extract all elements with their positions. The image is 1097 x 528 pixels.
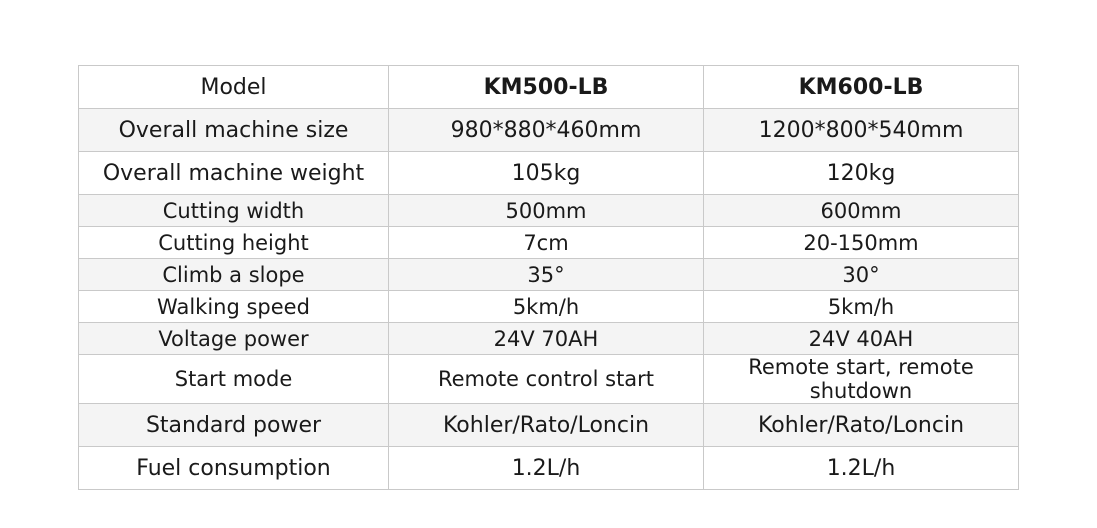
row-value-km500: Remote control start xyxy=(389,355,704,404)
table-row xyxy=(79,291,1019,323)
row-value-km600: KM600-LB xyxy=(704,66,1019,109)
row-value-km500: 35° xyxy=(389,259,704,291)
row-value-km600: 20-150mm xyxy=(704,227,1019,259)
row-value-km600: Remote start, remote shutdown xyxy=(704,355,1019,404)
row-label: Walking speed xyxy=(79,291,389,323)
row-label: Model xyxy=(79,66,389,109)
table-row xyxy=(79,259,1019,291)
row-label: Climb a slope xyxy=(79,259,389,291)
row-value-km500: 1.2L/h xyxy=(389,447,704,490)
row-label: Voltage power xyxy=(79,323,389,355)
row-value-km600: 1200*800*540mm xyxy=(704,109,1019,152)
row-value-km500: 980*880*460mm xyxy=(389,109,704,152)
row-label: Cutting width xyxy=(79,195,389,227)
table-row xyxy=(79,323,1019,355)
row-label: Overall machine size xyxy=(79,109,389,152)
row-label: Fuel consumption xyxy=(79,447,389,490)
row-label: Overall machine weight xyxy=(79,152,389,195)
row-value-km600: 24V 40AH xyxy=(704,323,1019,355)
table-row xyxy=(79,447,1019,490)
row-value-km500: KM500-LB xyxy=(389,66,704,109)
spec-table-container xyxy=(78,65,1018,490)
row-value-km500: 7cm xyxy=(389,227,704,259)
row-value-km600: 5km/h xyxy=(704,291,1019,323)
row-value-km500: Kohler/Rato/Loncin xyxy=(389,404,704,447)
row-value-km500: 105kg xyxy=(389,152,704,195)
row-value-km600: 30° xyxy=(704,259,1019,291)
row-value-km600: Kohler/Rato/Loncin xyxy=(704,404,1019,447)
row-value-km600: 600mm xyxy=(704,195,1019,227)
row-value-km600: 120kg xyxy=(704,152,1019,195)
row-value-km500: 24V 70AH xyxy=(389,323,704,355)
table-row xyxy=(79,66,1019,109)
specification-table xyxy=(78,65,1019,490)
row-label: Start mode xyxy=(79,355,389,404)
table-row xyxy=(79,355,1019,404)
table-row xyxy=(79,195,1019,227)
row-value-km500: 5km/h xyxy=(389,291,704,323)
table-row xyxy=(79,227,1019,259)
row-value-km500: 500mm xyxy=(389,195,704,227)
row-label: Standard power xyxy=(79,404,389,447)
table-row xyxy=(79,152,1019,195)
row-value-km600: 1.2L/h xyxy=(704,447,1019,490)
table-row xyxy=(79,404,1019,447)
row-label: Cutting height xyxy=(79,227,389,259)
table-row xyxy=(79,109,1019,152)
